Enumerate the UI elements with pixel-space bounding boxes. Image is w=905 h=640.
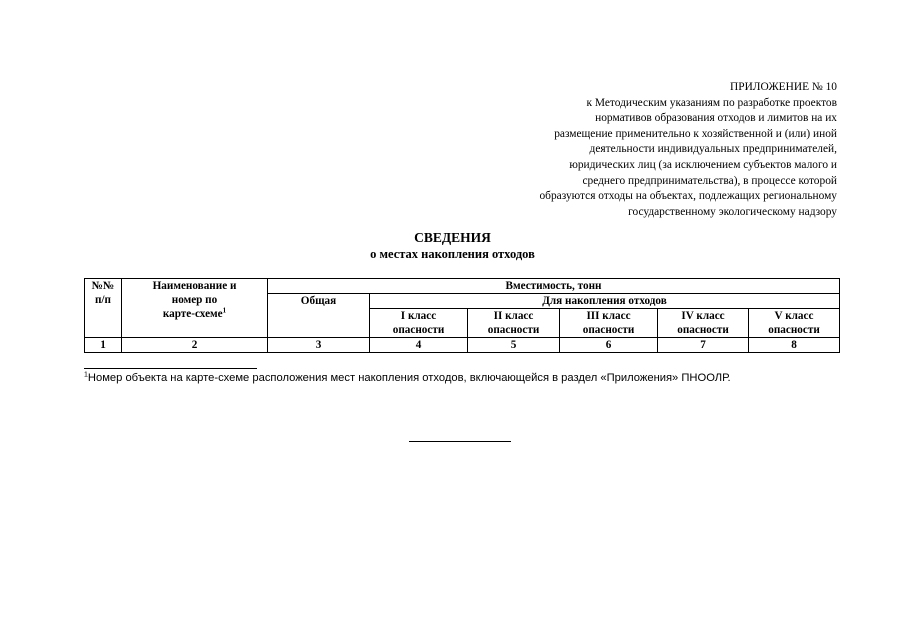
header-capacity: Вместимость, тонн bbox=[268, 279, 840, 294]
appendix-header bbox=[417, 80, 837, 220]
header-hazard-class-5: V класс опасности bbox=[749, 309, 840, 338]
footnote-text: Номер объекта на карте-схеме расположения мест накопления отходов, включающейся в раздел «Приложения» ПНООЛР. bbox=[87, 372, 731, 384]
title-main: СВЕДЕНИЯ bbox=[414, 230, 491, 245]
column-number: 3 bbox=[268, 338, 370, 353]
appendix-line: государственному экологическому надзору bbox=[628, 205, 837, 218]
appendix-line: нормативов образования отходов и лимитов на их bbox=[595, 112, 837, 125]
appendix-line: образуются отходы на объектах, подлежащих региональному bbox=[539, 190, 837, 203]
title-subtitle: о местах накопления отходов bbox=[370, 247, 535, 261]
header-storage: Для накопления отходов bbox=[370, 294, 840, 309]
header-name: Наименование и номер по карте-схеме$^1$ bbox=[122, 279, 268, 338]
end-divider bbox=[409, 441, 511, 442]
column-number: 8 bbox=[749, 338, 840, 353]
waste-sites-table bbox=[84, 278, 840, 353]
appendix-line: среднего предпринимательства), в процессе которой bbox=[582, 174, 837, 187]
footnote-mark: 1 bbox=[222, 306, 227, 315]
appendix-line: юридических лиц (за исключением субъектов малого и bbox=[569, 158, 837, 171]
header-hazard-class-4: IV класс опасности bbox=[658, 309, 749, 338]
column-number: 4 bbox=[370, 338, 468, 353]
column-number: 5 bbox=[468, 338, 560, 353]
header-hazard-class-1: I класс опасности bbox=[370, 309, 468, 338]
column-number: 7 bbox=[658, 338, 749, 353]
header-hazard-class-2: II класс опасности bbox=[468, 309, 560, 338]
footnote bbox=[84, 371, 731, 385]
column-number: 2 bbox=[122, 338, 268, 353]
appendix-line: размещение применительно к хозяйственной и (или) иной bbox=[554, 127, 837, 140]
header-hazard-class-3: III класс опасности bbox=[560, 309, 658, 338]
appendix-line: ПРИЛОЖЕНИЕ № 10 bbox=[730, 81, 837, 93]
table-row bbox=[85, 338, 840, 353]
footnote-mark: 1 bbox=[84, 371, 88, 379]
column-number: 1 bbox=[85, 338, 122, 353]
header-total: Общая bbox=[268, 294, 370, 338]
footnote-separator bbox=[84, 368, 257, 369]
header-number: №№ п/п bbox=[85, 279, 122, 338]
document-title bbox=[0, 229, 905, 263]
appendix-line: к Методическим указаниям по разработке проектов bbox=[586, 96, 837, 109]
appendix-line: деятельности индивидуальных предпринимателей, bbox=[589, 143, 837, 156]
column-number: 6 bbox=[560, 338, 658, 353]
